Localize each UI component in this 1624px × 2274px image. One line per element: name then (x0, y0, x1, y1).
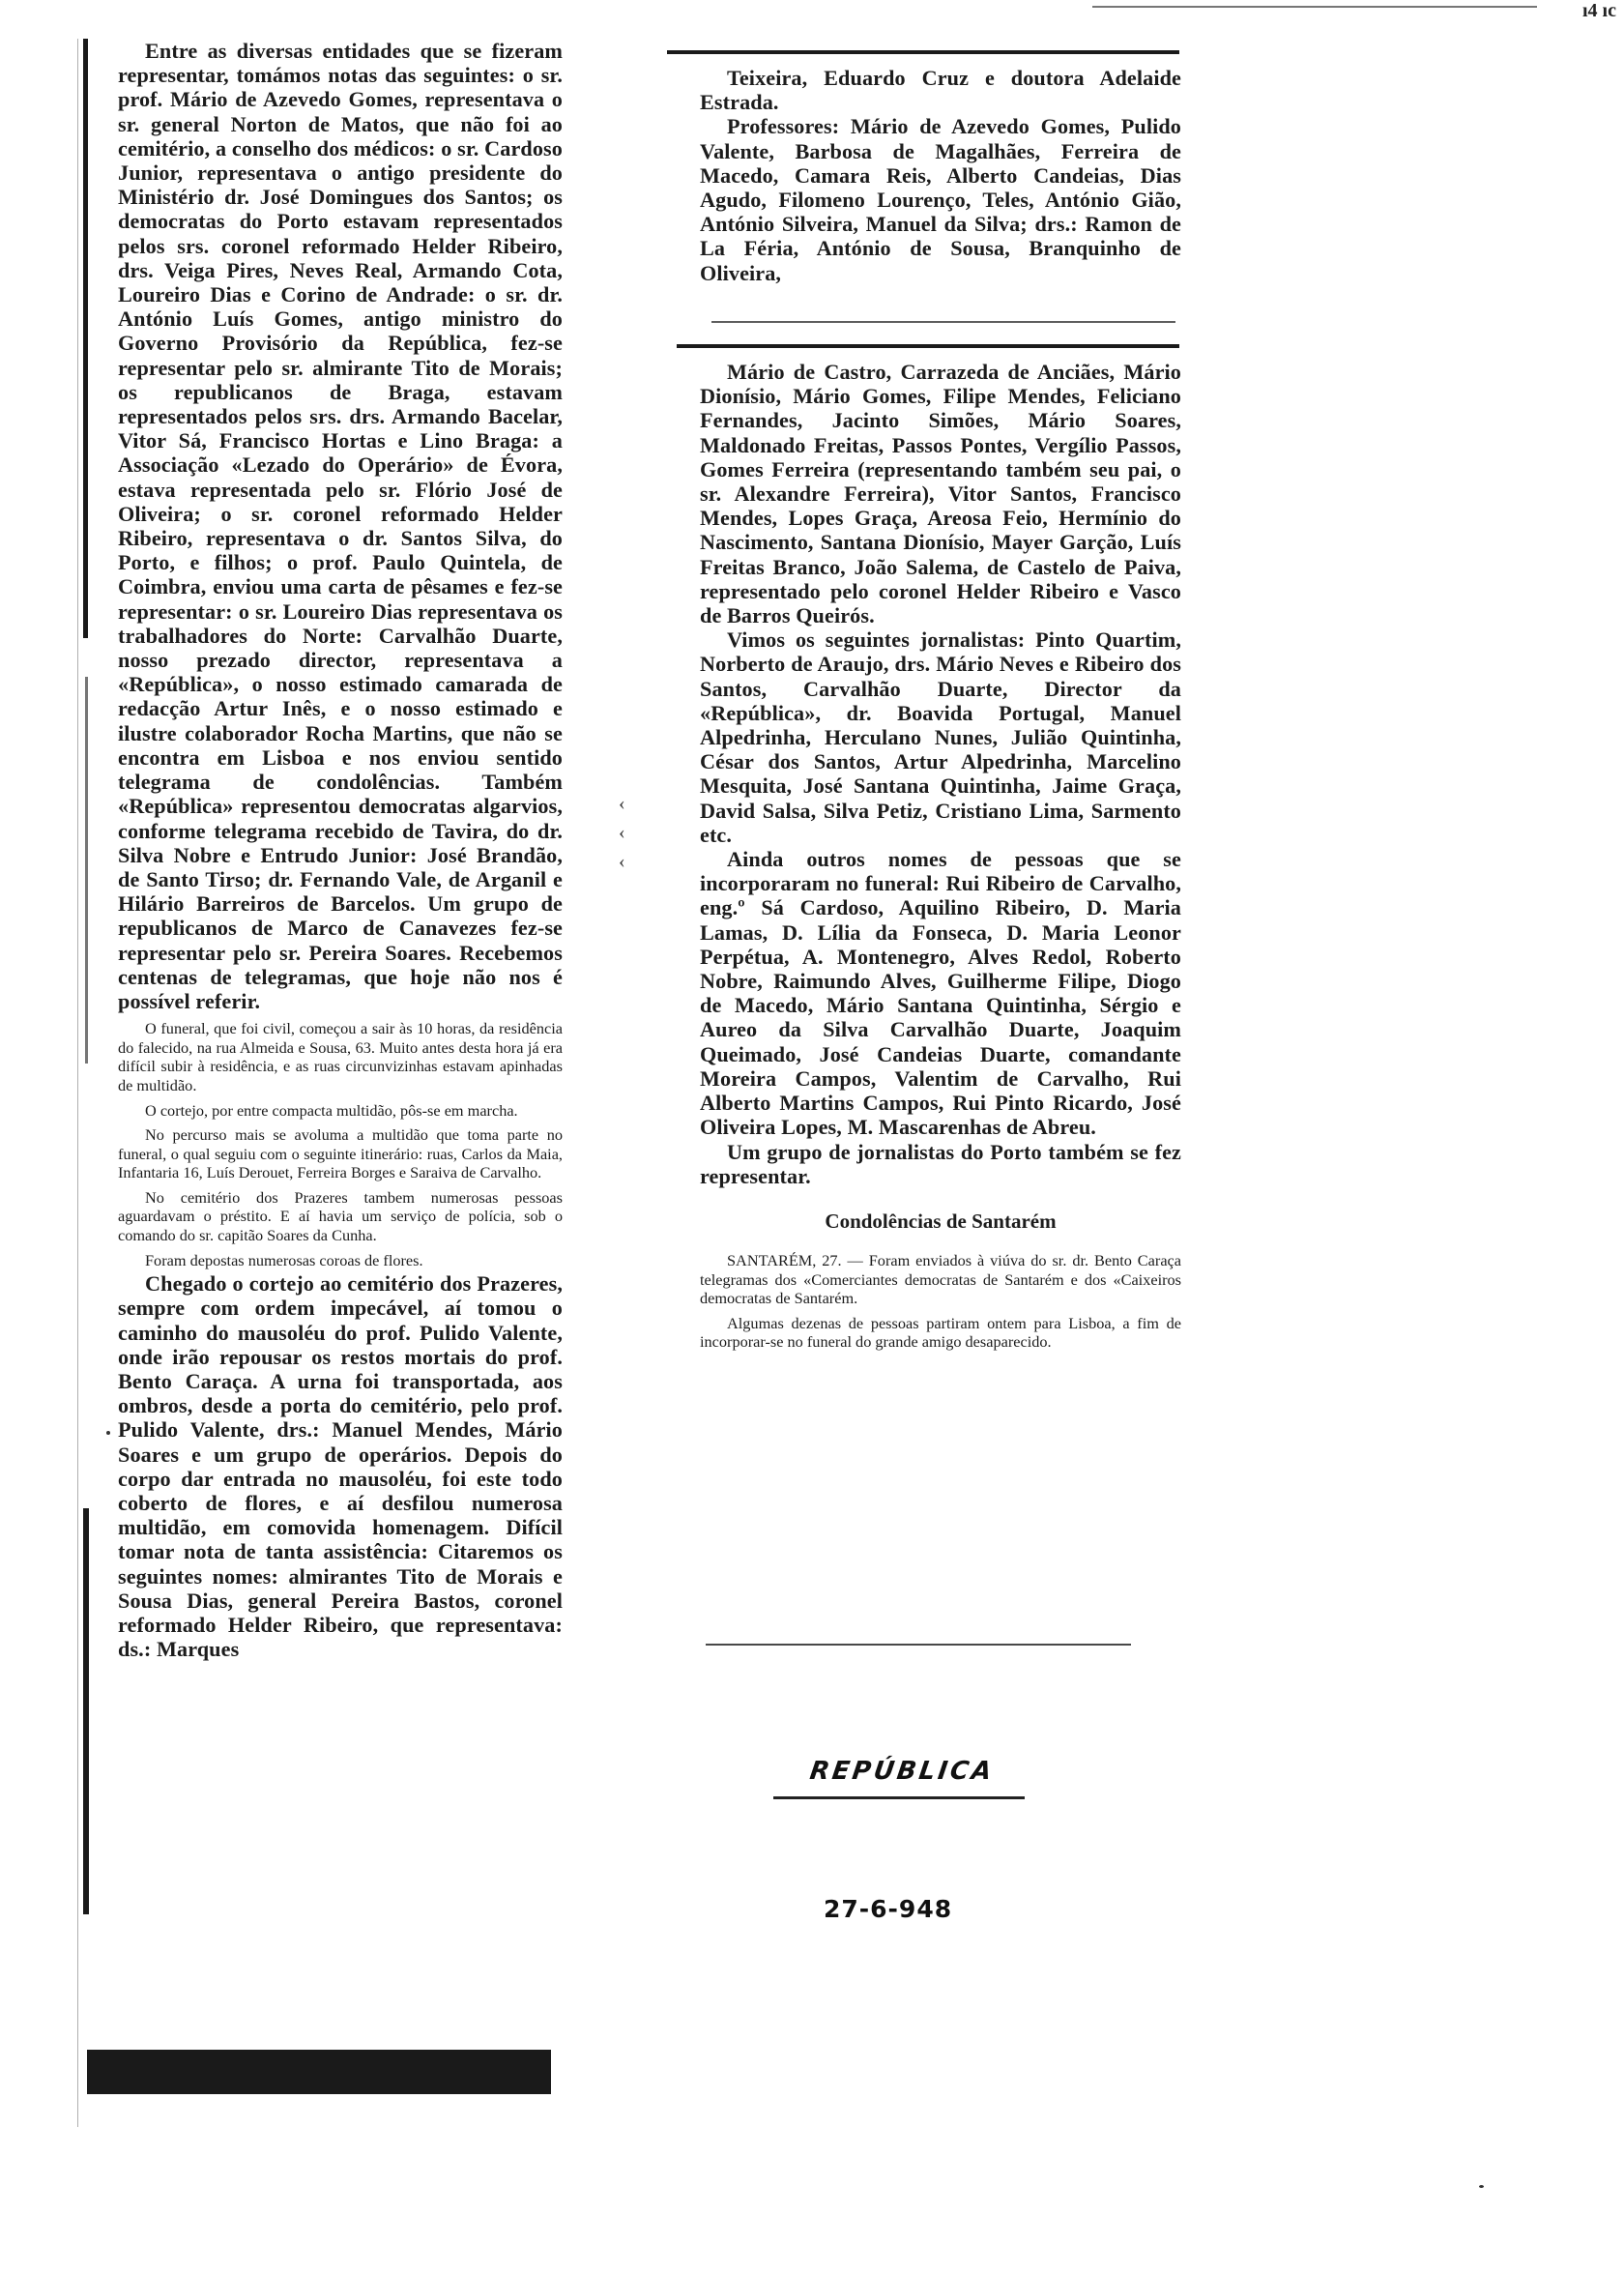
speck (106, 1431, 110, 1435)
left-margin-bar-middle (85, 677, 88, 1064)
article-paragraph: Mário de Castro, Carrazeda de Anciães, Mário Dionísio, Mário Gomes, Filipe Mendes, Feliciano Fernandes, Jacinto Simões, Mário Soares, Maldonado Freitas, Passos Pontes, Vergílio Passos, Gomes Ferreira (representando também seu pai, o sr. Alexandre Ferreira), Vitor Santos, Francisco Mendes, Lopes Graça, Areosa Feio, Hermínio do Nascimento, Santana Dionísio, Mayer Garção, Luís Freitas Branco, João Salema, de Castelo de Paiva, representado pelo coronel Helder Ribeiro e Vasco de Barros Queirós. (700, 360, 1181, 628)
right-top-block (700, 66, 1181, 285)
article-paragraph: Professores: Mário de Azevedo Gomes, Pulido Valente, Barbosa de Magalhães, Ferreira de Macedo, Camara Reis, Alberto Candeias, Dias Agudo, Filomeno Lourenço, Teles, António Gião, António Silveira, Manuel da Silva; drs.: Ramon de La Féria, António de Sousa, Branquinho de Oliveira, (700, 114, 1181, 285)
separator-rule-2 (677, 344, 1179, 348)
left-margin-bar-bottom (83, 1508, 89, 1914)
article-paragraph: No cemitério dos Prazeres tambem numerosas pessoas aguardavam o préstito. E aí havia um serviço de polícia, sob o comando do sr. capitão Soares da Cunha. (118, 1187, 563, 1245)
speck (1479, 2185, 1484, 2188)
masthead-underline (773, 1796, 1025, 1799)
article-paragraph: No percurso mais se avoluma a multidão que toma parte no funeral, o qual seguiu com o seguinte itinerário: ruas, Carlos da Maia, Infantaria 16, Luís Derouet, Ferreira Borges e Saraiva de Carvalho. (118, 1125, 563, 1182)
top-edge-line (1092, 6, 1537, 8)
left-column (118, 39, 563, 1662)
article-paragraph: Teixeira, Eduardo Cruz e doutora Adelaide Estrada. (700, 66, 1181, 115)
date-stamp: 27-6-948 (824, 1895, 953, 1923)
top-right-rule (667, 50, 1179, 54)
right-paragraphs (700, 360, 1181, 1188)
right-top-paragraphs (700, 66, 1181, 285)
left-margin-line (77, 39, 78, 2127)
right-column (700, 360, 1181, 1352)
left-bold-paragraphs-continued (118, 1271, 563, 1661)
article-paragraph: O funeral, que foi civil, começou a sair às 10 horas, da residência do falecido, na rua Almeida e Sousa, 63. Muito antes desta hora já era difícil subir à residência, e as ruas circunvizinhas estavam apinhadas de multidão. (118, 1019, 563, 1094)
article-paragraph: O cortejo, por entre compacta multidão, pôs-se em marcha. (145, 1100, 518, 1120)
article-paragraph: SANTARÉM, 27. — Foram enviados à viúva do sr. dr. Bento Caraça telegramas dos «Comerciantes democratas de Santarém e dos «Caixeiros democratas de Santarém. (700, 1250, 1181, 1308)
left-small-paragraphs (118, 1019, 563, 1269)
article-paragraph: Um grupo de jornalistas do Porto também se fez representar. (700, 1139, 1181, 1188)
left-bold-paragraphs (118, 39, 563, 1013)
left-bottom-black-bar (87, 2050, 551, 2094)
margin-mark: ‹ (619, 822, 625, 843)
page-marker: ı4 ıc (1582, 0, 1616, 21)
article-paragraph: Foram depostas numerosas coroas de flores. (145, 1250, 423, 1269)
santarem-end-rule (706, 1644, 1131, 1646)
margin-mark: ‹ (619, 793, 625, 814)
article-paragraph: Entre as diversas entidades que se fizeram representar, tomámos notas das seguintes: o sr. prof. Mário de Azevedo Gomes, representava o sr. general Norton de Matos, que não foi ao cemitério, a conselho dos médicos: o sr. Cardoso Junior, representava o antigo presidente do Ministério dr. José Domingues dos Santos; os democratas do Porto estavam representados pelos srs. coronel reformado Helder Ribeiro, drs. Veiga Pires, Neves Real, Armando Cota, Loureiro Dias e Corino de Andrade: o sr. dr. António Luís Gomes, antigo ministro do Governo Provisório da República, fez-se representar pelo sr. almirante Tito de Morais; os republicanos de Braga, estavam representados pelos srs. drs. Armando Bacelar, Vitor Sá, Francisco Hortas e Lino Braga: a Associação «Lezado do Operário» de Évora, estava representada pelo sr. Flório José de Oliveira; o sr. coronel reformado Helder Ribeiro, representava o dr. Santos Silva, do Porto, e filhos; o prof. Paulo Quintela, de Coimbra, enviou uma carta de pêsames e fez-se representar: o sr. Loureiro Dias representava os trabalhadores do Norte: Carvalhão Duarte, nosso prezado director, representava a «República», o nosso estimado camarada de redacção Artur Inês, e o nosso estimado e ilustre colaborador Rocha Martins, que não se encontra em Lisboa e nos enviou sentido telegrama de condolências. Também «República» representou democratas algarvios, conforme telegrama recebido de Tavira, do dr. Silva Nobre e Entrudo Junior: José Brandão, de Santo Tirso; dr. Fernando Vale, de Arganil e Hilário Barreiros de Barcelos. Um grupo de republicanos de Marco de Canavezes fez-se representar pelo sr. Pereira Soares. Recebemos centenas de telegramas, que hoje não nos é possível referir. (118, 39, 563, 1013)
margin-mark: ‹ (619, 851, 625, 872)
santarem-heading: Condolências de Santarém (825, 1209, 1057, 1233)
separator-rule-1 (711, 321, 1175, 323)
article-paragraph: Algumas dezenas de pessoas partiram ontem para Lisboa, a fim de incorporar-se no funeral do grande amigo desaparecido. (700, 1313, 1181, 1352)
santarem-paragraphs (700, 1251, 1181, 1352)
newspaper-masthead: REPÚBLICA (807, 1757, 997, 1786)
article-paragraph: Chegado o cortejo ao cemitério dos Prazeres, sempre com ordem impecável, aí tomou o caminho do mausoléu do prof. Pulido Valente, onde irão repousar os restos mortais do prof. Bento Caraça. A urna foi transportada, aos ombros, desde a porta do cemitério, pelo prof. Pulido Valente, drs.: Manuel Mendes, Mário Soares e um grupo de operários. Depois do corpo dar entrada no mausoléu, foi este todo coberto de flores, e aí desfilou numerosa multidão, em comovida homenagem. Difícil tomar nota de tanta assistência: Citaremos os seguintes nomes: almirantes Tito de Morais e Sousa Dias, general Pereira Bastos, coronel reformado Helder Ribeiro, que representava: ds.: Marques (118, 1271, 563, 1662)
left-margin-bar-top (83, 39, 88, 638)
article-paragraph: Vimos os seguintes jornalistas: Pinto Quartim, Norberto de Araujo, drs. Mário Neves e Ribeiro dos Santos, Carvalhão Duarte, Director da «República», dr. Boavida Portugal, Manuel Alpedrinha, Herculano Nunes, Julião Quintinha, César dos Santos, Artur Alpedrinha, Marcelino Mesquita, José Santana Quintinha, Jaime Graça, David Salsa, Silva Petiz, Cristiano Lima, Sarmento etc. (700, 627, 1181, 847)
article-paragraph: Ainda outros nomes de pessoas que se incorporaram no funeral: Rui Ribeiro de Carvalho, eng.º Sá Cardoso, Aquilino Ribeiro, D. Maria Lamas, D. Lília da Fonseca, D. Maria Leonor Perpétua, A. Montenegro, Alves Redol, Roberto Nobre, Raimundo Alves, Guilherme Filipe, Diogo de Macedo, Mário Santana Quintinha, Sérgio e Aureo da Silva Carvalhão Duarte, Joaquim Queimado, José Candeias Duarte, comandante Moreira Campos, Valentim de Carvalho, Rui Alberto Martins Campos, Rui Pinto Ricardo, José Oliveira Lopes, M. Mascarenhas de Abreu. (700, 847, 1181, 1140)
